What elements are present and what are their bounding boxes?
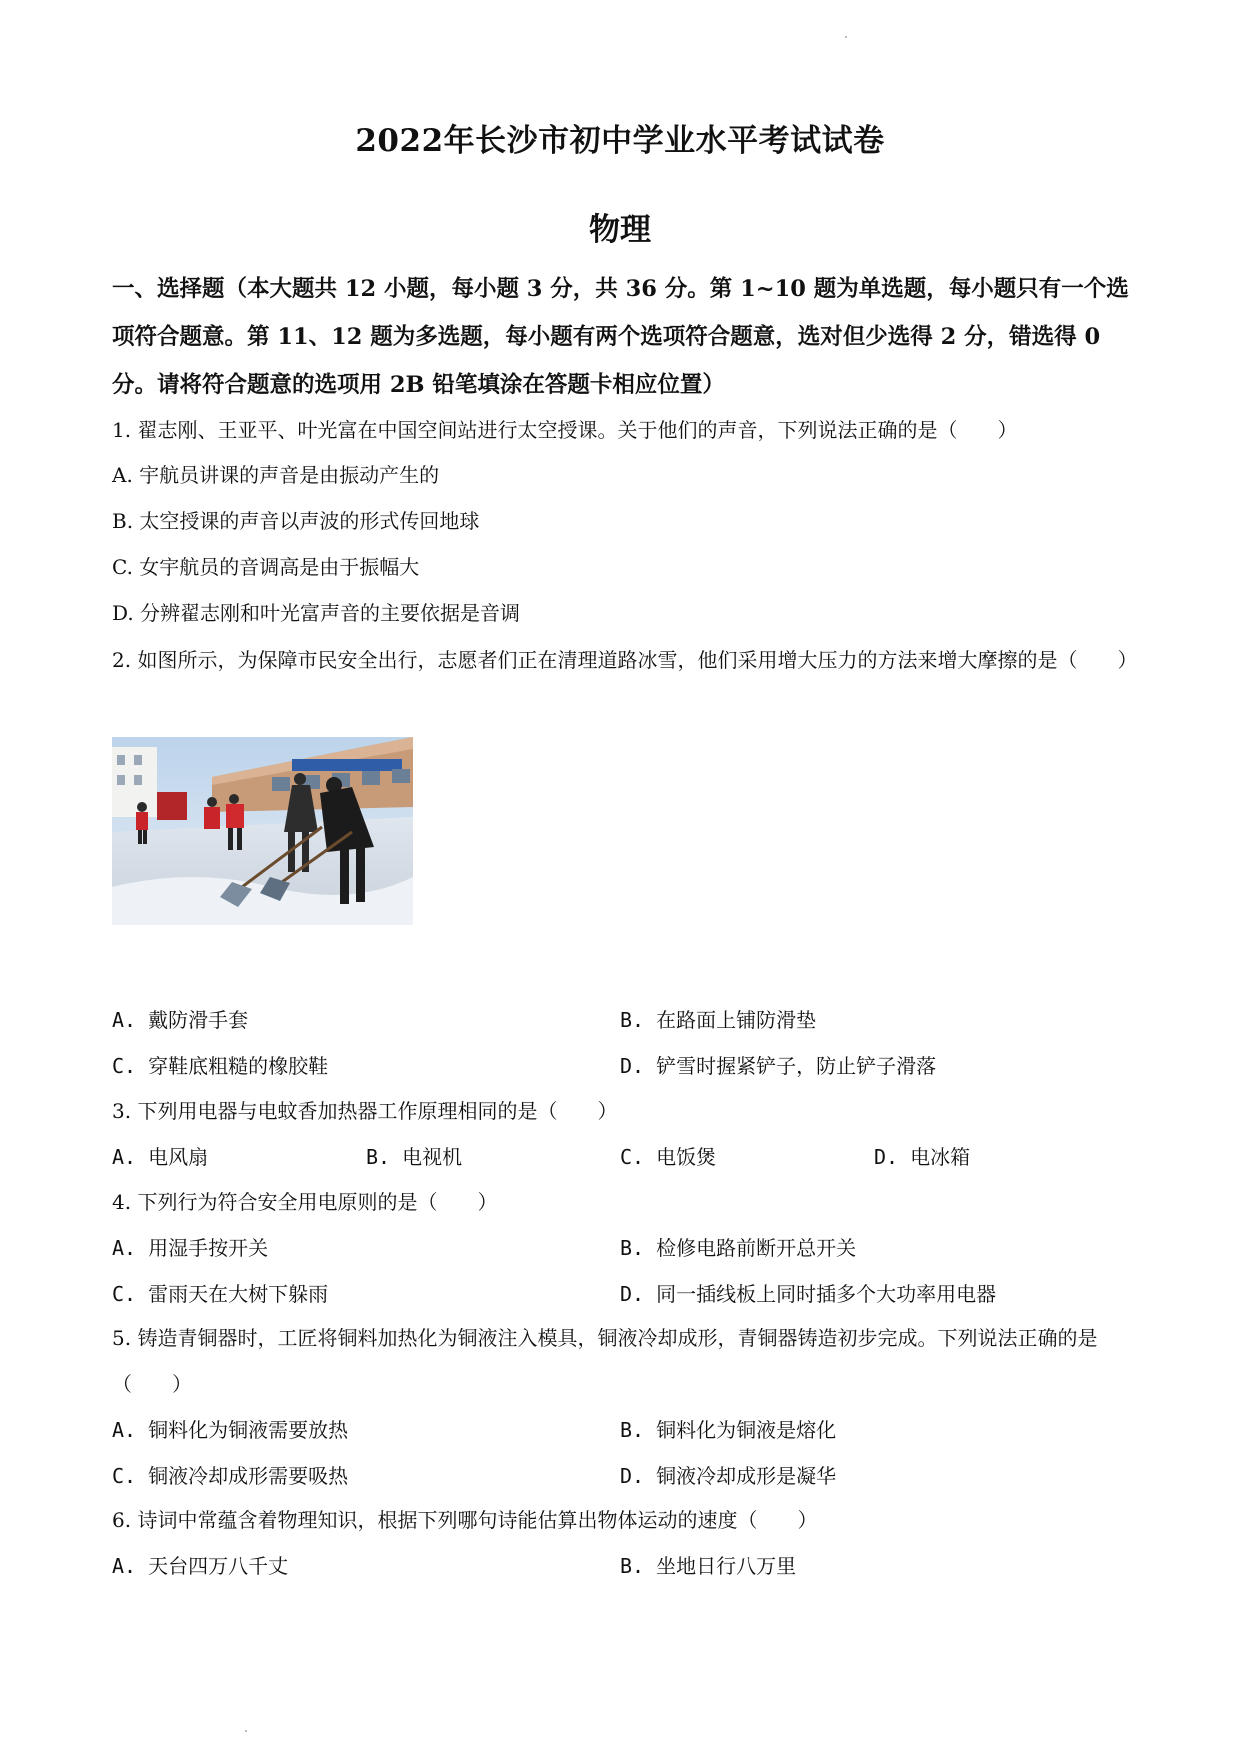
question-4-option-a: A. 用湿手按开关: [112, 1236, 269, 1260]
question-1-option-c: C. 女宇航员的音调高是由于振幅大: [112, 555, 420, 579]
question-5-option-d: D. 铜液冷却成形是凝华: [620, 1464, 837, 1488]
question-2-option-b: B. 在路面上铺防滑垫: [620, 1008, 817, 1032]
scan-speck: [245, 1730, 247, 1732]
question-3-option-b: B. 电视机: [366, 1145, 463, 1169]
question-5-option-b: B. 铜料化为铜液是熔化: [620, 1418, 837, 1442]
question-3-stem: 3. 下列用电器与电蚊香加热器工作原理相同的是（ ）: [112, 1099, 618, 1123]
section-heading: 一、选择题（本大题共 12 小题，每小题 3 分，共 36 分。第 1~10 题为单选题，每小题只有一个选项符合题意。第 11、12 题为多选题，每小题有两个选项符合题意，选对但少选得 2 分，错选得 0 分。请将符合题意的选项用 2B 铅笔填涂在答题卡相应位置）: [112, 276, 1129, 398]
question-2-stem: 2. 如图所示，为保障市民安全出行，志愿者们正在清理道路冰雪，他们采用增大压力的方法来增大摩擦的是（ ）: [112, 648, 1138, 672]
question-1-option-b: B. 太空授课的声音以声波的形式传回地球: [112, 509, 480, 533]
question-5-option-c: C. 铜液冷却成形需要吸热: [112, 1464, 349, 1488]
question-4-option-b: B. 检修电路前断开总开关: [620, 1236, 857, 1260]
question-6-stem: 6. 诗词中常蕴含着物理知识，根据下列哪句诗能估算出物体运动的速度（ ）: [112, 1508, 818, 1532]
question-5-option-a: A. 铜料化为铜液需要放热: [112, 1418, 349, 1442]
scan-speck: [845, 36, 847, 38]
question-3-option-a: A. 电风扇: [112, 1145, 209, 1169]
question-3-option-d: D. 电冰箱: [874, 1145, 971, 1169]
question-3-option-c: C. 电饭煲: [620, 1145, 717, 1169]
question-4-option-c: C. 雷雨天在大树下躲雨: [112, 1282, 329, 1306]
exam-title: 2022年长沙市初中学业水平考试试卷: [355, 123, 885, 159]
question-1-option-d: D. 分辨翟志刚和叶光富声音的主要依据是音调: [112, 601, 521, 625]
question-1-option-a: A. 宇航员讲课的声音是由振动产生的: [112, 463, 440, 487]
subject-title: 物理: [589, 212, 651, 248]
question-4-stem: 4. 下列行为符合安全用电原则的是（ ）: [112, 1190, 498, 1214]
snow-clearing-photo: [112, 737, 413, 925]
question-1-stem: 1. 翟志刚、王亚平、叶光富在中国空间站进行太空授课。关于他们的声音，下列说法正确的是（ ）: [112, 418, 1018, 442]
question-5-stem: 5. 铸造青铜器时，工匠将铜料加热化为铜液注入模具，铜液冷却成形，青铜器铸造初步完成。下列说法正确的是（ ）: [112, 1326, 1098, 1396]
question-2-option-c: C. 穿鞋底粗糙的橡胶鞋: [112, 1054, 329, 1078]
question-2-option-a: A. 戴防滑手套: [112, 1008, 249, 1032]
question-4-option-d: D. 同一插线板上同时插多个大功率用电器: [620, 1282, 997, 1306]
question-2-option-d: D. 铲雪时握紧铲子，防止铲子滑落: [620, 1054, 937, 1078]
question-6-option-b: B. 坐地日行八万里: [620, 1554, 797, 1578]
question-6-option-a: A. 天台四万八千丈: [112, 1554, 289, 1578]
